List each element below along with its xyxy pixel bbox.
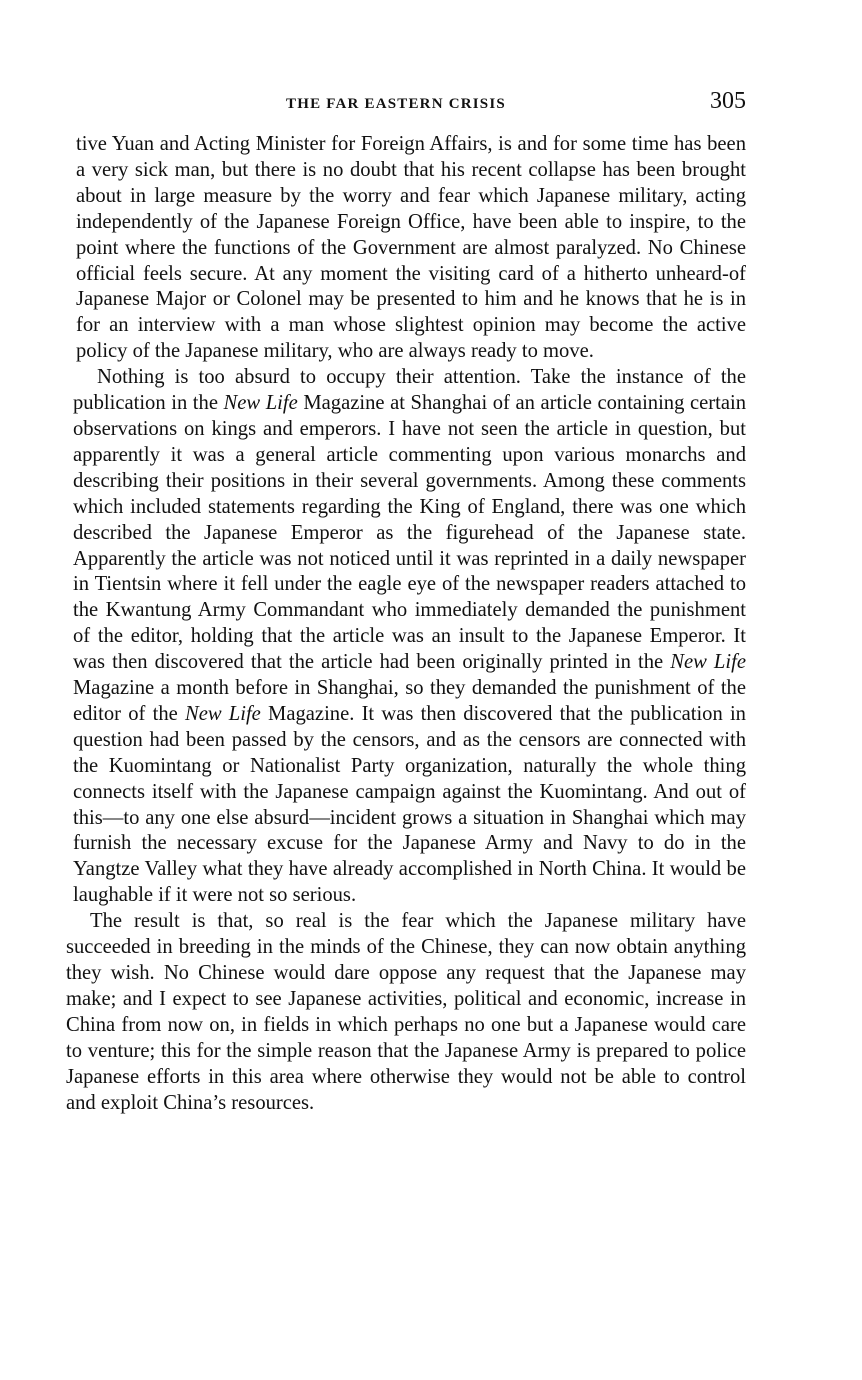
paragraph-2-segment-3: Magazine a month before in Shanghai, so they demanded the punishment of the editor of the: [73, 677, 746, 725]
paragraph-2: [66, 365, 746, 909]
paragraph-3: The result is that, so real is the fear which the Japanese military have succeeded in breeding in the minds of the Chinese, they can now obtain anything they wish. No Chinese would dare oppose any request that the Japanese may make; and I expect to see Japanese activities, political and economic, increase in China from now on, in fields in which perhaps no one but a Japanese would care to venture; this for the simple reason that the Japanese Army is prepared to police Japanese efforts in this area where otherwise they would not be able to control and exploit China’s resources.: [66, 910, 746, 1114]
paragraph-2-segment-1: Nothing is too absurd to occupy their attention. Take the instance of the publication in the: [73, 366, 746, 415]
magazine-title-1: New Life: [223, 392, 298, 415]
book-page: [66, 88, 746, 1116]
paragraph-2-segment-2: Magazine at Shanghai of an article containing certain observations on kings and emperors. I have not seen the article in question, but apparently it was a general article commenting upon various monarchs and describing their positions in their several governments. Among these comments which included statements regarding the King of England, there was one which described the Japanese Emperor as the figurehead of the Japanese state. Apparently the article was not noticed until it was reprinted in a daily newspaper in Tientsin where it fell under the eagle eye of the newspaper readers attached to the Kwantung Army Commandant who immediately demanded the punishment of the editor, holding that the article was an insult to the Japanese Emperor. It was then discovered that the article had been originally printed in the: [73, 392, 746, 674]
magazine-title-3: New Life: [184, 702, 261, 725]
page-number: 305: [710, 88, 746, 114]
magazine-title-2: New Life: [670, 651, 746, 674]
running-title: THE FAR EASTERN CRISIS: [286, 96, 506, 112]
body-text: [66, 132, 746, 1116]
running-header: [66, 88, 746, 122]
paragraph-2-segment-4: Magazine. It was then discovered that the publication in question had been passed by the censors, and as the censors are connected with the Kuomintang or Nationalist Party organization, naturally the whole thing connects itself with the Japanese campaign against the Kuomintang. And out of this—to any one else absurd—incident grows a situation in Shanghai which may furnish the necessary excuse for the Japanese Army and Navy to do in the Yangtze Valley what they have already accomplished in North China. It would be laughable if it were not so serious.: [73, 702, 746, 907]
paragraph-1: tive Yuan and Acting Minister for Foreign Affairs, is and for some time has been a very sick man, but there is no doubt that his recent collapse has been brought about in large measure by the worry and fear which Japanese military, acting independently of the Japanese Foreign Office, have been able to inspire, to the point where the functions of the Government are almost paralyzed. No Chinese official feels secure. At any moment the visiting card of a hitherto unheard-of Japanese Major or Colonel may be presented to him and he knows that he is in for an interview with a man whose slightest opinion may become the active policy of the Japanese military, who are always ready to move.: [76, 133, 746, 363]
